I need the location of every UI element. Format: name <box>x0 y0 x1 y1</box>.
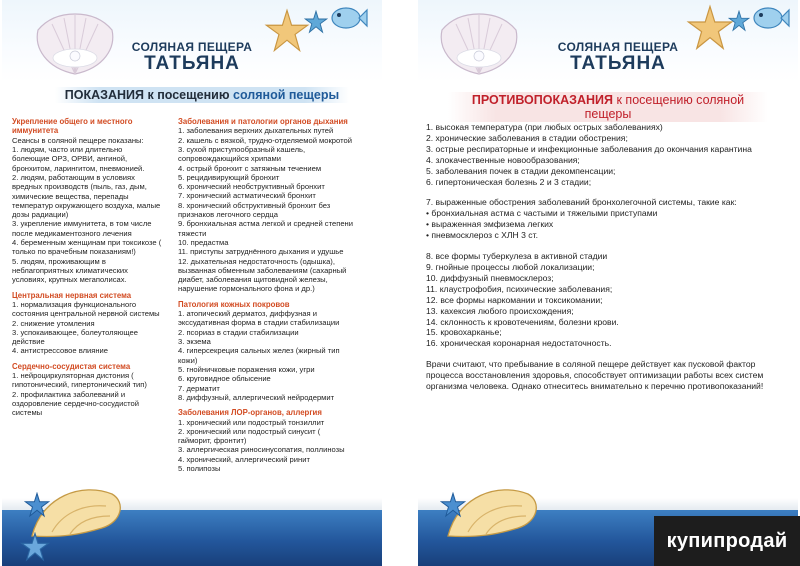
list-item: 2. снижение утомления <box>12 318 95 328</box>
contraindications-flyer <box>418 0 798 566</box>
list-item: 2. псориаз в стадии стабилизации <box>178 327 299 337</box>
list-item: 4. хронический, аллергический ринит <box>178 454 310 464</box>
list-item: 8. диффузный, аллергический нейродермит <box>178 392 335 402</box>
list-item: бронхитом, ларингитом, пневмонией. <box>12 163 145 173</box>
spacer <box>426 187 790 197</box>
bottom-starfish-icon <box>20 532 50 562</box>
list-item: 8. все формы туберкулеза в активной стадии <box>426 251 608 262</box>
list-item: 16. хроническая коронарная недостаточность. <box>426 338 612 349</box>
section-title: иммунитета <box>12 126 59 136</box>
list-item: диабет, заболевания щитовидной железы, <box>178 275 328 285</box>
headline-main: ПОКАЗАНИЯ к посещению <box>64 88 230 102</box>
list-item: 5. людям, проживающим в <box>12 256 106 266</box>
list-item: тяжести <box>178 228 207 238</box>
list-item: неблагоприятных климатических <box>12 265 128 275</box>
blue-starfish-icon <box>440 492 466 518</box>
section <box>12 362 174 418</box>
list-item: условиях, крупных мегаполисах. <box>12 275 127 285</box>
list-item: 13. кахексия любого происхождения; <box>426 305 574 316</box>
blue-starfish-icon <box>24 492 50 518</box>
list-item: 1. атопический дерматоз, диффузная и <box>178 309 317 319</box>
list-item: 10. предастма <box>178 237 229 247</box>
list-item: 4. злокачественные новообразования; <box>426 154 580 165</box>
list-item: 1. нейроциркуляторная дистония ( <box>12 371 134 381</box>
brand-subtitle: СОЛЯНАЯ ПЕЩЕРА <box>557 40 679 54</box>
small-starfish-icon <box>728 10 750 32</box>
brand-title: ТАТЬЯНА <box>144 53 240 74</box>
indications-column-2 <box>178 117 374 479</box>
list-item: 6. хронический необструктивный бронхит <box>178 182 325 192</box>
list-item: 4. беременным женщинам при токсикозе ( <box>12 238 162 248</box>
list-item: 2. людям, работающим в условиях <box>12 173 135 182</box>
section <box>178 300 374 402</box>
list-item: гайморит, фронтит) <box>178 436 247 446</box>
headline-accent: к посещению соляной пещеры <box>584 93 745 121</box>
list-item: 9. бронхиальная астма легкой и средней степени <box>178 219 353 229</box>
fish-icon <box>328 4 368 32</box>
contraindications-headline <box>448 92 768 121</box>
fish-icon <box>750 4 790 32</box>
brand-subtitle: СОЛЯНАЯ ПЕЩЕРА <box>131 40 253 54</box>
section-title: Заболевания и патологии органов дыхания <box>178 117 348 126</box>
list-item: 14. склонность к кровотечениям, болезни крови. <box>426 316 619 327</box>
list-item: • бронхиальная астма с частыми и тяжелыми приступами <box>426 208 658 219</box>
list-item: 1. людям, часто или длительно <box>12 145 123 155</box>
list-item: гипотонический, гипертонический тип) <box>12 380 147 390</box>
list-item: температур окружающего воздуха, малые <box>12 200 161 210</box>
list-item: 1. заболевания верхних дыхательных путей <box>178 126 334 136</box>
list-item: экссудативная форма в стадии стабилизации <box>178 318 340 328</box>
list-item: после медикаментозного лечения <box>12 228 132 238</box>
list-item: • пневмосклероз с ХЛН 3 ст. <box>426 230 538 241</box>
list-item: 1. хронический или подострый тонзиллит <box>178 417 325 427</box>
section <box>178 408 374 473</box>
list-item: признаков легочного сердца <box>178 210 278 220</box>
list-item: 1. высокая температура (при любых острых заболеваниях) <box>426 122 663 132</box>
list-item: 10. диффузный пневмосклероз; <box>426 272 554 283</box>
sea-footer <box>2 474 382 566</box>
section <box>178 117 374 294</box>
list-item: 4. гиперсекреция сальных желез (жирный тип <box>178 346 340 356</box>
list-item: 5. полипозы <box>178 464 221 474</box>
list-item: вызванная обменным заболеваниям (сахарный <box>178 265 347 275</box>
list-item: Сеансы в соляной пещере показаны: <box>12 135 144 145</box>
closing-text: организма человека. Однако отнеситесь внимательно к перечню противопоказаний! <box>426 381 764 392</box>
list-item: химические вещества, перепады <box>12 191 129 201</box>
list-item: 11. приступы затруднённого дыхания и удушье <box>178 247 344 257</box>
list-item: 3. укрепление иммунитета, в том числе <box>12 219 152 229</box>
list-item: сопровождающийся хрипами <box>178 154 281 164</box>
list-item: 4. антистрессовое влияние <box>12 346 109 356</box>
list-item: 5. рецидивирующий бронхит <box>178 172 280 182</box>
list-item: 15. кровохарканье; <box>426 327 502 338</box>
contraindications-list <box>426 122 790 392</box>
small-starfish-icon <box>304 10 328 34</box>
spacer <box>426 241 790 251</box>
section-title: Центральная нервная система <box>12 290 132 300</box>
list-item: • выраженная эмфизема легких <box>426 219 554 230</box>
list-item: 5. гнойничковые поражения кожи, угри <box>178 364 315 374</box>
list-item: кожи) <box>178 355 198 365</box>
section-title: Заболевания ЛОР-органов, аллергия <box>178 408 322 418</box>
list-item: 7. выраженные обострения заболеваний бронхолегочной системы, такие как: <box>426 197 737 208</box>
list-item: 2. хронические заболевания в стадии обострения; <box>426 132 628 143</box>
list-item: 6. круговидное облысение <box>178 374 271 384</box>
list-item: вредных производств (пыль, газ, дым, <box>12 182 147 192</box>
list-item: только по врачебным показаниям!) <box>12 247 136 257</box>
list-item: оздоровление сердечно-сосудистой <box>12 399 139 409</box>
headline-accent: соляной пещеры <box>233 88 340 102</box>
spacer <box>426 349 790 359</box>
list-item: нарушение гормонального фона и др.) <box>178 284 315 294</box>
pearl-shell-icon <box>436 8 522 80</box>
section-title: Сердечно-сосудистая система <box>12 361 131 371</box>
watermark-badge: купипродай <box>654 516 800 566</box>
section <box>12 291 174 356</box>
headline-main: ПРОТИВОПОКАЗАНИЯ <box>471 93 613 107</box>
list-item: 12. дыхательная недостаточность (одышка), <box>178 256 335 266</box>
list-item: 3. успокаивающее, болеутоляющее <box>12 327 139 337</box>
list-item: 2. хронический или подострый синусит ( <box>178 426 321 436</box>
list-item: 6. гипертоническая болезнь 2 и 3 стадии; <box>426 176 592 187</box>
list-item: 3. острые респираторные и инфекционные заболевания до окончания карантина <box>426 143 752 154</box>
list-item: 3. сухой приступообразный кашель, <box>178 145 306 154</box>
section-title: Патология кожных покровов <box>178 299 290 309</box>
list-item: 12. все формы наркомании и токсикомании; <box>426 294 603 305</box>
list-item: 5. заболевания почек в стадии декомпенсации; <box>426 165 616 176</box>
closing-text: процесса восстановления здоровья, способствует оптимизации работы всех систем <box>426 370 764 381</box>
list-item: 2. кашель с вязкой, трудно-отделяемой мокротой <box>178 135 352 145</box>
list-item: 3. аллергическая риносинусопатия, поллинозы <box>178 445 345 455</box>
list-item: действие <box>12 337 45 347</box>
list-item: 3. экзема <box>178 337 211 347</box>
list-item: 1. нормализация функционального <box>12 299 137 309</box>
list-item: 7. хронический астматический бронхит <box>178 191 316 201</box>
list-item: 2. профилактика заболеваний и <box>12 389 126 399</box>
list-item: 8. хронический обструктивный бронхит без <box>178 200 331 210</box>
list-item: 7. дерматит <box>178 383 220 393</box>
list-item: болеющие ОРЗ, ОРВИ, ангиной, <box>12 154 128 164</box>
indications-column-1 <box>12 117 174 424</box>
list-item: 4. острый бронхит с затяжным течением <box>178 163 322 173</box>
list-item: дозы радиации) <box>12 210 69 220</box>
indications-flyer <box>2 0 382 566</box>
section <box>12 117 174 285</box>
indications-headline <box>42 86 362 104</box>
list-item: состояния центральной нервной системы <box>12 309 160 319</box>
list-item: 11. клаустрофобия, психические заболевания; <box>426 283 613 294</box>
list-item: системы <box>12 408 43 418</box>
brand-title: ТАТЬЯНА <box>570 53 666 74</box>
list-item: 9. гнойные процессы любой локализации; <box>426 261 595 272</box>
section-title: Укрепление общего и местного <box>12 117 133 126</box>
closing-text: Врачи считают, что пребывание в соляной пещере действует как пусковой фактор <box>426 359 756 370</box>
